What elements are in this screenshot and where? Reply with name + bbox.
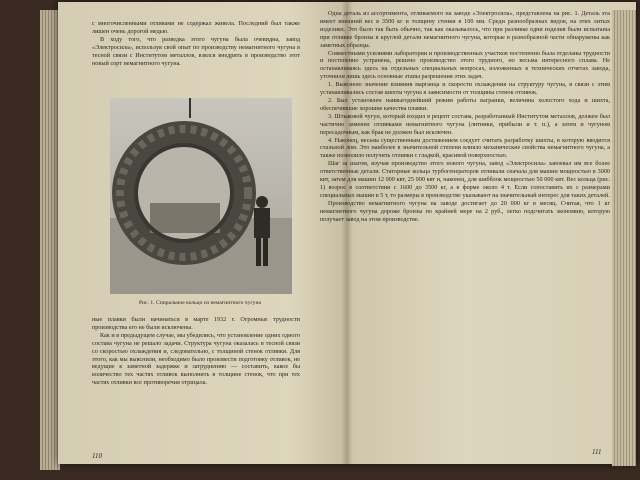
figure-caption: Рис. 1. Спиральное кольцо из немагнитного чугуна [139, 300, 261, 306]
left-page-edges [40, 10, 60, 470]
ring-casting-photo-icon [110, 98, 292, 294]
right-page-text [320, 10, 610, 223]
right-page-edges [612, 10, 636, 466]
paragraph: Шаг за шагом, изучая производство этого нового чугуна, завод «Электросила» завоевал им все более ответственные детали. Статорные кольца турбогенераторов отливали сначала для машин мощностью в 3000 квт, затем для машин 12 000 квт, 25 000 квт и, наконец, для шибблок мощностью 50 000 квт. Вес кольца (рис. 1) возрос в соответствии с 1600 до 3500 кг, а в форме около 4 т. Если сопоставить их с размерами специальных машин в 5 т, то размеры в производстве указывают на значительный интерес для таких деталей. [320, 160, 610, 199]
left-page [92, 20, 300, 460]
page-number-left: 110 [92, 452, 102, 460]
list-item: 1. Выяснено значение влияния марганца и скорости охлаждения на структуру чугуна, в связи с этим устанавливались состав шихты чугуна в зависимости от толщины стенок отливок. [320, 81, 610, 97]
list-item: 2. Был установлен наивыгоднейший режим работы вагранки, величина холостого хода и шихта, обеспечившие хорошие качества плавки. [320, 96, 610, 112]
left-page-bottom-text [92, 316, 300, 387]
list-item: 4. Наконец, весьма существенным достижением следует считать разработку шихты, в которую вводится стальной лом. Это наиболее в значительной степени влияло механические свойства немагнитного чугуна, а также позволило получить отливки с гладкой, красивой поверхностью. [320, 136, 610, 160]
paragraph: Совместными усилиями лаборатории и производственных участков постепенно была отделаны трудности и постепенно устранена, решено производство этого трудного, но весьма интересного сплава. Не останавливаясь здесь на отдельных специальных вопросах, изложенных в технических отчетах завода, уточнили лишь здесь основные этапы разрешения этих задач. [320, 49, 610, 81]
left-page-top-text [92, 20, 300, 67]
right-page [320, 10, 610, 460]
paragraph: Как и в предыдущем случае, мы убедились, что установление одних одного состава чугуна не решало задачи. Структура чугуна оказалась в тесной связи со скоростью охлаждения и, следовательно, с толщиной стенок отливки. Для этого, как мы выяснили, необходимо было произвести подготовку отливок, не ведущие к заметной задержке и затруднению — составить, какое бы количество тех частях отливок выполнить в толщине стенок, что при тех частях отливки все противоречия отрицала. [92, 331, 300, 387]
paragraph: ные плавки были начинаться в марте 1932 г. Огромные трудности производства его не были исключены. [92, 316, 300, 331]
paragraph: В ходу того, что разведка этого чугуна была очевидна, завод «Электросила», используя свой опыт по производству немагнитного чугуна в тесной связи с Институтом металлов, взялся внедрить в производство этот новый сорт немагнитного чугуна. [92, 35, 300, 67]
list-item: 3. Штыковой чугун, который входил в рецепт состава, разработанный Институтом металлов, должен был частично заменен отливками немагнитного чугуна (литники, прибыли и т. п.), а затем и чугуном пересадочным, как брак не должен был исключен. [320, 112, 610, 136]
paragraph: с многочисленными отливами не содержал живела. Последний был также лишен очень дорогой медью. [92, 20, 300, 35]
paragraph: Производство немагнитного чугуна на заводе достигает до 20 000 кг в месяц. Считая, что 1 кг немагнитного чугуна дороже бронзы по крайней мере на 2 руб., легко подсчитать экономию, которую получает завод на этом производстве. [320, 199, 610, 223]
page-number-right: 111 [592, 448, 602, 456]
paragraph: Одна деталь из ассортимента, отливаемого на заводе «Электросила», представлена на рис. 1. Деталь эта имеет внешний вес в 3500 кг и толщину стенки в 100 мм. Среди разнообразных видов, на этих литых изделиях. Это было так быть обычно, так как оказывалось, что при разливке одни изделия были испытаны при отливке бронзы в круглой детали немагнитного чугуна, которые в разнобразной части обнаружены как заметных образцы. [320, 10, 610, 49]
figure-ring-photo [110, 98, 292, 294]
